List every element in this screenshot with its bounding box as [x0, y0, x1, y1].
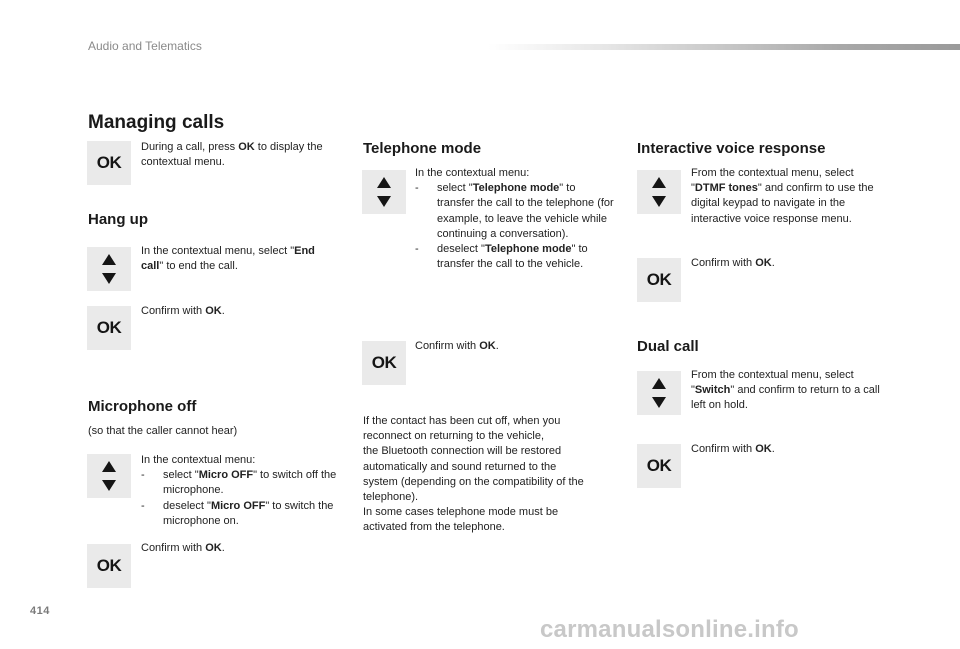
ok-button-icon: OK — [637, 258, 681, 302]
section-title-managing-calls: Managing calls — [88, 112, 225, 133]
list-item: - deselect "Micro OFF" to switch the microphone on. — [141, 499, 334, 527]
hang-up-text: In the contextual menu, select "End call" to end the call. — [141, 245, 315, 273]
section-title-microphone-off: Microphone off — [88, 398, 197, 415]
list-item: - select "Telephone mode" to transfer the call to the telephone (for example, to leave the vehicle while continuing a conversation). — [415, 182, 614, 240]
ok-button-icon: OK — [87, 141, 131, 185]
microphone-off-confirm: Confirm with OK. — [141, 542, 225, 554]
section-title-dual-call: Dual call — [637, 338, 699, 355]
header-gradient-bar — [488, 44, 960, 50]
list-item: - select "Micro OFF" to switch off the microphone. — [141, 469, 337, 497]
dual-call-confirm: Confirm with OK. — [691, 443, 775, 455]
ok-button-icon: OK — [637, 444, 681, 488]
section-title-telephone-mode: Telephone mode — [363, 140, 482, 157]
section-title-hang-up: Hang up — [88, 211, 148, 228]
telephone-mode-confirm: Confirm with OK. — [415, 340, 499, 352]
dual-call-text: From the contextual menu, select "Switch" and confirm to return to a call left on hold. — [691, 369, 880, 412]
interactive-voice-response-confirm: Confirm with OK. — [691, 257, 775, 269]
list-item: - deselect "Telephone mode" to transfer the call to the vehicle. — [415, 243, 588, 271]
running-header: Audio and Telematics — [88, 39, 202, 53]
ok-button-icon: OK — [87, 544, 131, 588]
ok-button-icon: OK — [87, 306, 131, 350]
up-down-arrows-icon — [87, 454, 131, 498]
ok-button-icon: OK — [362, 341, 406, 385]
page-number: 414 — [30, 605, 50, 617]
microphone-off-note: (so that the caller cannot hear) — [88, 425, 238, 437]
section-title-interactive-voice-response: Interactive voice response — [637, 140, 826, 157]
up-down-arrows-icon — [637, 170, 681, 214]
up-down-arrows-icon — [87, 247, 131, 291]
up-down-arrows-icon — [637, 371, 681, 415]
interactive-voice-response-text: From the contextual menu, select "DTMF tones" and confirm to use the digital keypad to navigate in the interactive voice response menu. — [691, 167, 874, 225]
telephone-mode-reconnect-note: If the contact has been cut off, when you reconnect on returning to the vehicle, the Bluetooth connection will be restored automatically and sound returned to the system (depending on the compatibility of the telephone). In some cases telephone mode must be activated from the telephone. — [363, 415, 584, 534]
microphone-off-instructions: In the contextual menu: - select "Micro OFF" to switch off the microphone. - deselect "Micro OFF" to switch the microphone on. — [141, 453, 339, 529]
managing-calls-intro: During a call, press OK to display the contextual menu. — [141, 141, 323, 169]
watermark: carmanualsonline.info — [540, 616, 799, 643]
hang-up-confirm: Confirm with OK. — [141, 305, 225, 317]
up-down-arrows-icon — [362, 170, 406, 214]
telephone-mode-instructions: In the contextual menu: - select "Telephone mode" to transfer the call to the telephone (for example, to leave the vehicle while continuing a conversation). - deselect "Telephone mode" to transfer the call to the vehicle. — [415, 166, 615, 272]
